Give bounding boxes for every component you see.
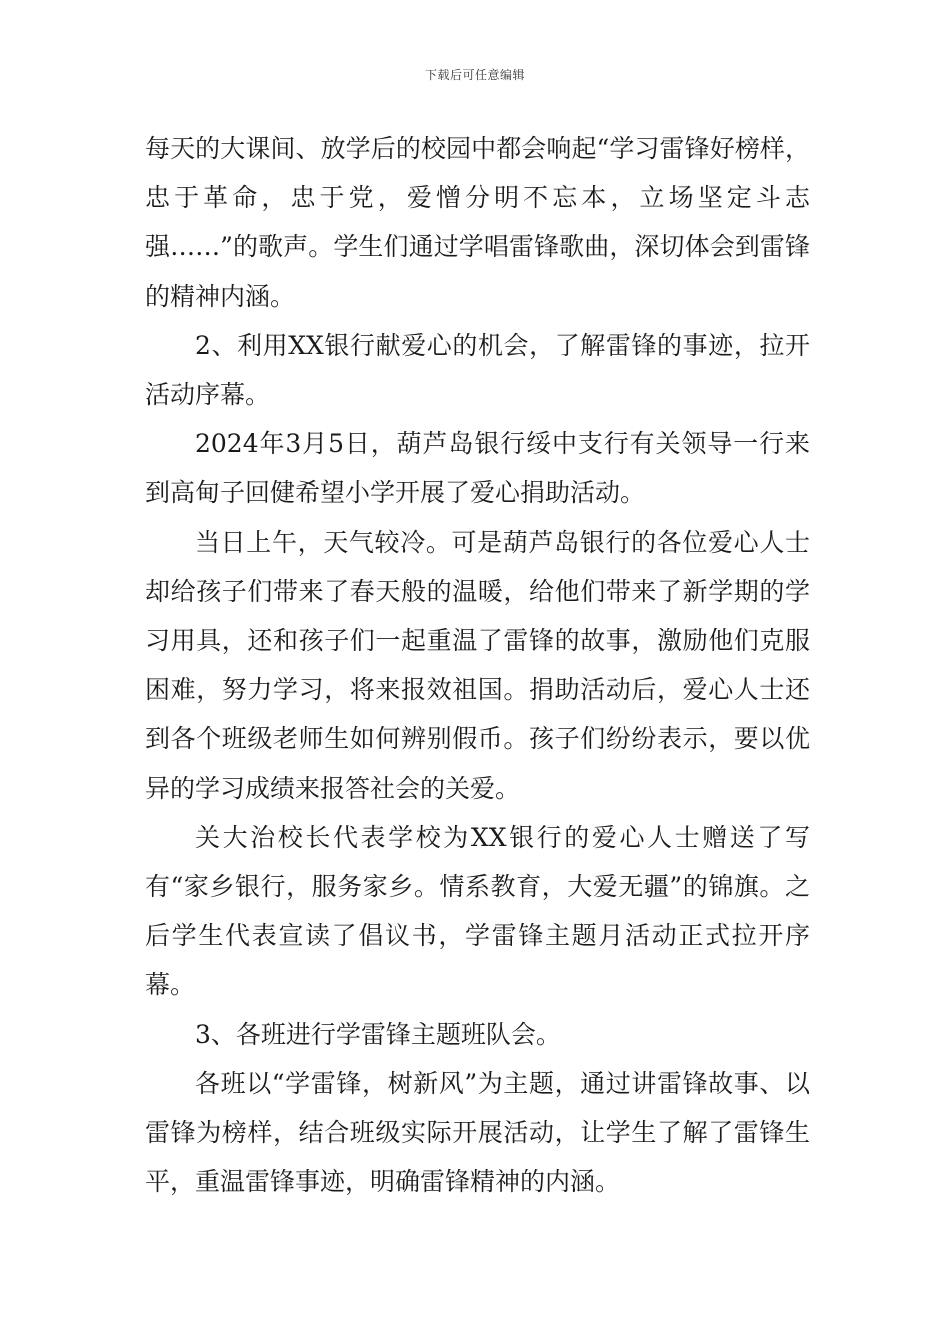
paragraph-1: 每天的大课间、放学后的校园中都会响起“学习雷锋好榜样，忠于革命，忠于党，爱憎分明不忘本，立场坚定斗志强……”的歌声。学生们通过学唱雷锋歌曲，深切体会到雷锋的精神内涵。 (145, 134, 810, 311)
paragraph-5: 关大治校长代表学校为XX银行的爱心人士赠送了写有“家乡银行，服务家乡。情系教育，大爱无疆”的锦旗。之后学生代表宣读了倡议书，学雷锋主题月活动正式拉开序幕。 (145, 822, 810, 1000)
paragraph-2: 2、利用XX银行献爱心的机会，了解雷锋的事迹，拉开活动序幕。 (145, 330, 810, 410)
document-body (145, 124, 810, 1206)
page-header-note: 下载后可任意编辑 (424, 68, 525, 82)
paragraph-6: 3、各班进行学雷锋主题班队会。 (195, 1019, 561, 1049)
paragraph-4: 当日上午，天气较冷。可是葫芦岛银行的各位爱心人士却给孩子们带来了春天般的温暖，给他们带来了新学期的学习用具，还和孩子们一起重温了雷锋的故事，激励他们克服困难，努力学习，将来报效祖国。捐助活动后，爱心人士还到各个班级老师生如何辨别假币。孩子们纷纷表示，要以优异的学习成绩来报答社会的关爱。 (145, 527, 810, 803)
paragraph-3: 2024年3月5日，葫芦岛银行绥中支行有关领导一行来到高甸子回健希望小学开展了爱心捐助活动。 (145, 429, 810, 508)
paragraph-7: 各班以“学雷锋，树新风”为主题，通过讲雷锋故事、以雷锋为榜样，结合班级实际开展活动，让学生了解了雷锋生平，重温雷锋事迹，明确雷锋精神的内涵。 (145, 1068, 810, 1197)
